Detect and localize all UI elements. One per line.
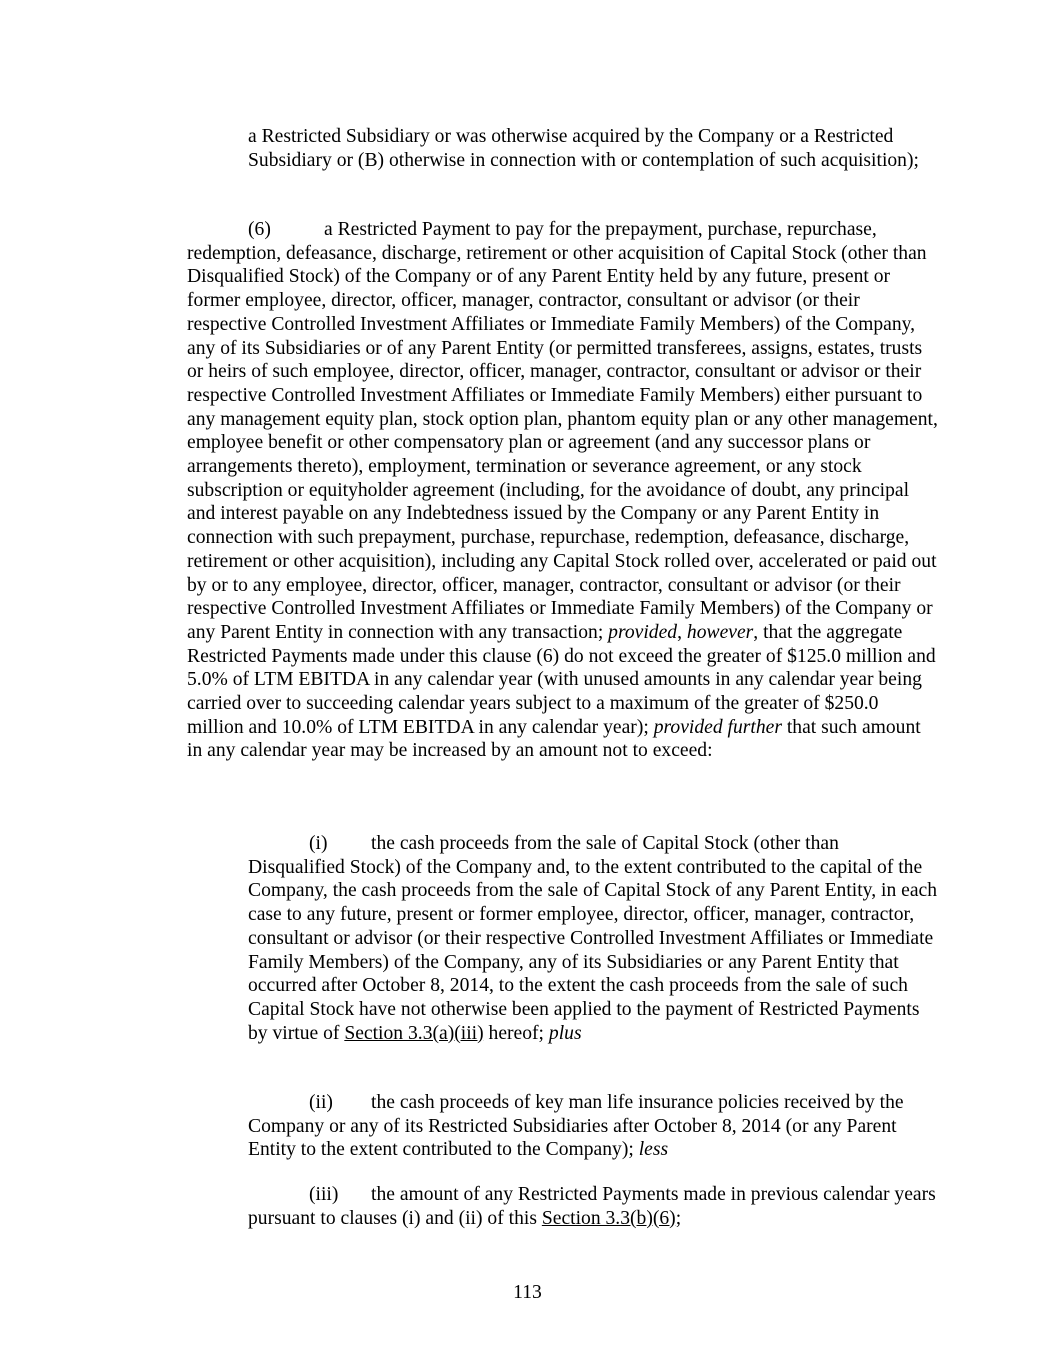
clause-6-paragraph bbox=[187, 218, 938, 763]
section-3-3-b-6-link[interactable]: Section 3.3(b)(6) bbox=[541, 1207, 676, 1229]
subclause-iii-number: (iii) bbox=[309, 1184, 339, 1205]
section-3-3-a-iii-link[interactable]: Section 3.3(a)(iii) bbox=[344, 1022, 484, 1044]
clause-6-text-part3: that such amount in any calendar year may be increased by an amount not to exceed: bbox=[187, 716, 921, 762]
continuation-paragraph bbox=[248, 125, 938, 172]
clause-6-comma: , bbox=[677, 621, 687, 643]
page-number: 113 bbox=[513, 1282, 542, 1303]
subclause-i-number: (i) bbox=[309, 833, 328, 854]
subclause-ii-text: the cash proceeds of key man life insurance policies received by the Company or any of its Restricted Subsidiaries after October 8, 2014 (or any Parent Entity to the extent contributed to the Company); bbox=[248, 1092, 904, 1161]
subclause-i-paragraph bbox=[248, 832, 938, 1045]
subclause-ii-number: (ii) bbox=[309, 1092, 333, 1113]
subclause-iii-text: the amount of any Restricted Payments made in previous calendar years pursuant to clauses (i) and (ii) of this bbox=[248, 1184, 936, 1229]
clause-6-provided-further: provided further bbox=[653, 716, 782, 738]
continuation-text: a Restricted Subsidiary or was otherwise acquired by the Company or a Restricted Subsidiary or (B) otherwise in connection with or contemplation of such acquisition); bbox=[248, 126, 919, 171]
clause-6-number: (6) bbox=[248, 219, 271, 240]
clause-6-text-part2: , that the aggregate Restricted Payments made under this clause (6) do not exceed the greater of $125.0 million and 5.0% of LTM EBITDA in any calendar year (with unused amounts in any calendar year being carried over to succeeding calendar years subject to a maximum of the greater of $250.0 million and 10.0% of LTM EBITDA in any calendar year); bbox=[187, 621, 936, 738]
subclause-ii-connector: less bbox=[638, 1139, 669, 1161]
clause-6-however: however bbox=[686, 621, 754, 643]
subclause-iii-text-after: ; bbox=[675, 1207, 682, 1229]
subclause-ii-paragraph bbox=[248, 1091, 938, 1162]
subclause-i-text: the cash proceeds from the sale of Capital Stock (other than Disqualified Stock) of the Company and, to the extent contributed to the capital of the Company, the cash proceeds from the sale of Capital Stock of any Parent Entity, in each case to any future, present or former employee, director, officer, manager, contractor, consultant or advisor (or their respective Controlled Investment Affiliates or Immediate Family Members) of the Company, any of its Subsidiaries or any Parent Entity that occurred after October 8, 2014, to the extent the cash proceeds from the sale of such Capital Stock have not otherwise been applied to the payment of Restricted Payments by virtue of bbox=[248, 833, 938, 1044]
clause-6-text-part1: a Restricted Payment to pay for the prepayment, purchase, repurchase, redemption, defeasance, discharge, retirement or other acquisition of Capital Stock (other than Disqualified Stock) of the Company or of any Parent Entity held by any future, present or former employee, director, officer, manager, contractor, consultant or advisor (or their respective Controlled Investment Affiliates or Immediate Family Members) of the Company, any of its Subsidiaries or of any Parent Entity (or permitted transferees, assigns, estates, trusts or heirs of such employee, director, officer, manager, contractor, consultant or advisor or their respective Controlled Investment Affiliates or Immediate Family Members) either pursuant to any management equity plan, stock option plan, phantom equity plan or any other management, employee benefit or other compensatory plan or agreement (and any successor plans or arrangements thereto), employment, termination or severance agreement, or any stock subscription or equityholder agreement (including, for the avoidance of doubt, any principal and interest payable on any Indebtedness issued by the Company or any Parent Entity in connection with such prepayment, purchase, repurchase, redemption, defeasance, discharge, retirement or other acquisition), including any Capital Stock rolled over, accelerated or paid out by or to any employee, director, officer, manager, contractor, consultant or advisor (or their respective Controlled Investment Affiliates or Immediate Family Members) of the Company or any Parent Entity in connection with any transaction; bbox=[187, 219, 938, 643]
subclause-i-connector: plus bbox=[548, 1022, 582, 1044]
clause-6-provided: provided bbox=[608, 621, 678, 643]
subclause-iii-paragraph bbox=[248, 1183, 938, 1230]
subclause-i-text-after: hereof; bbox=[483, 1022, 549, 1044]
